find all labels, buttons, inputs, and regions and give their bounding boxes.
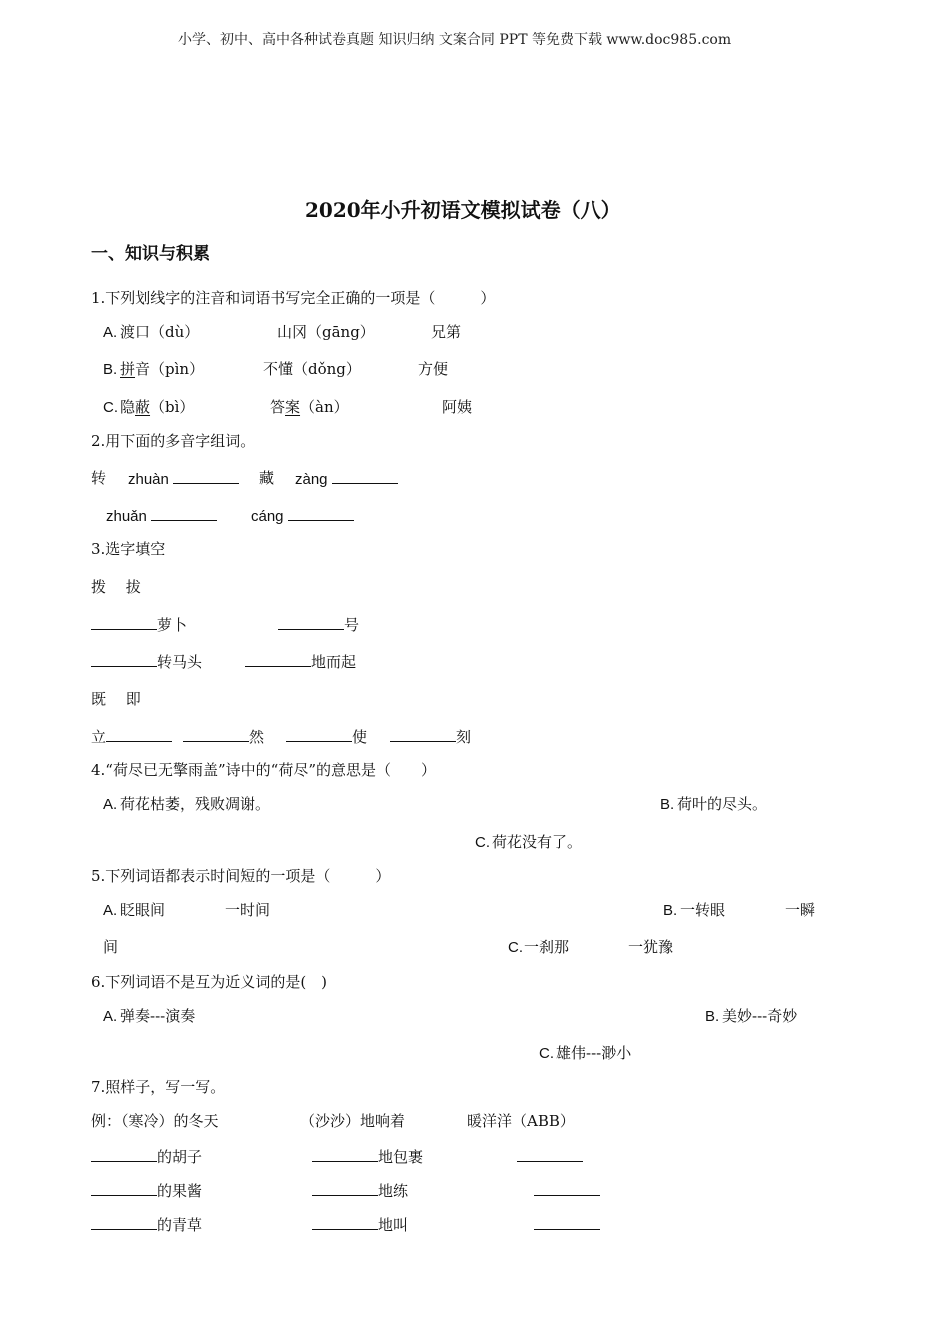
- q7-row3-col2: [312, 1217, 408, 1233]
- q6-option-a-label: A.: [103, 1008, 118, 1025]
- answer-blank[interactable]: [286, 729, 352, 742]
- q5-option-c-word1: 一刹那: [524, 938, 570, 956]
- item-text: 的果酱: [157, 1182, 203, 1200]
- q2-pinyin-2: [295, 471, 398, 487]
- answer-blank[interactable]: [332, 471, 398, 484]
- q2-char-1: 转: [91, 469, 107, 487]
- word-pre: 隐: [120, 398, 136, 416]
- item-text: 立: [91, 728, 107, 746]
- item-text: 萝卜: [157, 616, 188, 634]
- answer-blank[interactable]: [517, 1149, 583, 1162]
- answer-blank[interactable]: [288, 508, 354, 521]
- section-heading: 一、知识与积累: [91, 244, 210, 264]
- q3-item-2: [278, 617, 359, 633]
- answer-blank[interactable]: [91, 1183, 157, 1196]
- q6-stem: 6.下列词语不是互为近义词的是( ): [91, 973, 328, 991]
- q4-option-c: 荷花没有了。: [492, 833, 583, 851]
- q3-item-6: [183, 729, 264, 745]
- q5-option-b-word1: 一转眼: [680, 901, 726, 919]
- q3-item-8: [390, 729, 471, 745]
- word-rest: 音（pìn）: [135, 360, 205, 378]
- q1-option-b-label: B.: [103, 361, 118, 378]
- answer-blank[interactable]: [534, 1217, 600, 1230]
- answer-blank[interactable]: [278, 617, 344, 630]
- q1-option-c-word1: [120, 400, 194, 415]
- q3-item-4: [245, 654, 356, 670]
- q5-option-a-word2: 一时间: [225, 901, 271, 919]
- answer-blank[interactable]: [151, 508, 217, 521]
- item-text: 刻: [456, 728, 472, 746]
- q3-item-3: [91, 654, 202, 670]
- q3-stem: 3.选字填空: [91, 540, 166, 558]
- q7-row3-col3: [534, 1217, 600, 1233]
- pinyin: cáng: [251, 508, 284, 525]
- answer-blank[interactable]: [91, 654, 157, 667]
- q3-item-7: [286, 729, 367, 745]
- q1-option-a-word3: 兄第: [431, 323, 462, 341]
- pinyin: zhuǎn: [106, 508, 147, 525]
- q7-stem: 7.照样子，写一写。: [91, 1078, 226, 1096]
- underlined-char: 拼: [120, 360, 136, 378]
- q1-option-b-word2: 不懂（dǒng）: [263, 360, 361, 378]
- word-rest: （àn）: [300, 398, 349, 416]
- q1-option-c-label: C.: [103, 399, 118, 416]
- q1-stem: 1.下列划线字的注音和词语书写完全正确的一项是（ ）: [91, 289, 496, 307]
- q1-option-b-word3: 方便: [418, 360, 449, 378]
- answer-blank[interactable]: [390, 729, 456, 742]
- item-text: 地练: [378, 1182, 409, 1200]
- q1-option-b-word1: [120, 362, 204, 377]
- q2-pinyin-1: [128, 471, 239, 487]
- item-text: 使: [352, 728, 368, 746]
- q1-option-a-label: A.: [103, 324, 118, 341]
- q3-char-pair-2: 既 即: [91, 690, 141, 708]
- q1-option-c-word2: [270, 400, 349, 415]
- q6-option-b: 美妙---奇妙: [722, 1007, 798, 1025]
- answer-blank[interactable]: [106, 729, 172, 742]
- q5-option-b-word2: 一瞬: [785, 901, 816, 919]
- item-text: 的青草: [157, 1216, 203, 1234]
- q4-stem: 4.“荷尽已无擎雨盖”诗中的“荷尽”的意思是（ ）: [91, 761, 436, 779]
- q4-option-c-label: C.: [475, 834, 490, 851]
- q6-option-b-label: B.: [705, 1008, 720, 1025]
- q2-stem: 2.用下面的多音字组词。: [91, 432, 256, 450]
- answer-blank[interactable]: [91, 1217, 157, 1230]
- q7-row3-col1: [91, 1217, 202, 1233]
- item-text: 的胡子: [157, 1148, 203, 1166]
- answer-blank[interactable]: [91, 1149, 157, 1162]
- answer-blank[interactable]: [312, 1217, 378, 1230]
- answer-blank[interactable]: [183, 729, 249, 742]
- q5-option-b-label: B.: [663, 902, 678, 919]
- q5-option-c-word2: 一犹豫: [628, 938, 674, 956]
- q7-example-3: 暖洋洋（ABB）: [467, 1112, 575, 1130]
- q7-example-1: 例：（寒冷）的冬天: [91, 1112, 219, 1130]
- q1-option-c-word3: 阿姨: [442, 398, 473, 416]
- q5-option-a-label: A.: [103, 902, 118, 919]
- q6-option-c-label: C.: [539, 1045, 554, 1062]
- answer-blank[interactable]: [173, 471, 239, 484]
- q5-option-c-label: C.: [508, 939, 523, 956]
- q4-option-a: 荷花枯萎，残败凋谢。: [120, 795, 271, 813]
- item-text: 地叫: [378, 1216, 409, 1234]
- answer-blank[interactable]: [245, 654, 311, 667]
- item-text: 地包裹: [378, 1148, 424, 1166]
- word-pre: 答: [270, 398, 286, 416]
- answer-blank[interactable]: [312, 1149, 378, 1162]
- item-text: 号: [344, 616, 360, 634]
- q4-option-b-label: B.: [660, 796, 675, 813]
- q3-char-pair-1: 拨 拔: [91, 578, 141, 596]
- answer-blank[interactable]: [91, 617, 157, 630]
- q4-option-b: 荷叶的尽头。: [677, 795, 768, 813]
- q5-option-a-word1: 眨眼间: [120, 901, 166, 919]
- q7-row2-col1: [91, 1183, 202, 1199]
- item-text: 地而起: [311, 653, 357, 671]
- answer-blank[interactable]: [312, 1183, 378, 1196]
- q6-option-c: 雄伟---渺小: [556, 1044, 632, 1062]
- q6-option-a: 弹奏---演奏: [120, 1007, 196, 1025]
- q7-row2-col3: [534, 1183, 600, 1199]
- item-text: 然: [249, 728, 265, 746]
- item-text: 转马头: [157, 653, 203, 671]
- q2-pinyin-4: [251, 508, 354, 524]
- q5-stem: 5.下列词语都表示时间短的一项是（ ）: [91, 867, 391, 885]
- q1-option-a-word1: 渡口（dù）: [120, 323, 200, 341]
- q4-option-a-label: A.: [103, 796, 118, 813]
- q7-example-2: （沙沙）地响着: [300, 1112, 406, 1130]
- q2-char-2: 藏: [259, 469, 275, 487]
- underlined-char: 蔽: [135, 398, 151, 416]
- page-title: 2020年小升初语文模拟试卷（八）: [305, 198, 621, 222]
- q7-row1-col2: [312, 1149, 423, 1165]
- pinyin: zhuàn: [128, 471, 169, 488]
- q5-option-b-word2-cont: 间: [103, 938, 119, 956]
- page-header: 小学、初中、高中各种试卷真题 知识归纳 文案合同 PPT 等免费下载 www.doc985.com: [178, 32, 732, 48]
- q7-row1-col3: [517, 1149, 583, 1165]
- pinyin: zàng: [295, 471, 328, 488]
- q3-item-5: [91, 729, 172, 745]
- q1-option-a-word2: 山冈（gāng）: [277, 323, 375, 341]
- q7-row1-col1: [91, 1149, 202, 1165]
- answer-blank[interactable]: [534, 1183, 600, 1196]
- word-rest: （bì）: [150, 398, 195, 416]
- underlined-char: 案: [285, 398, 301, 416]
- q2-pinyin-3: [106, 508, 217, 524]
- q7-row2-col2: [312, 1183, 408, 1199]
- q3-item-1: [91, 617, 187, 633]
